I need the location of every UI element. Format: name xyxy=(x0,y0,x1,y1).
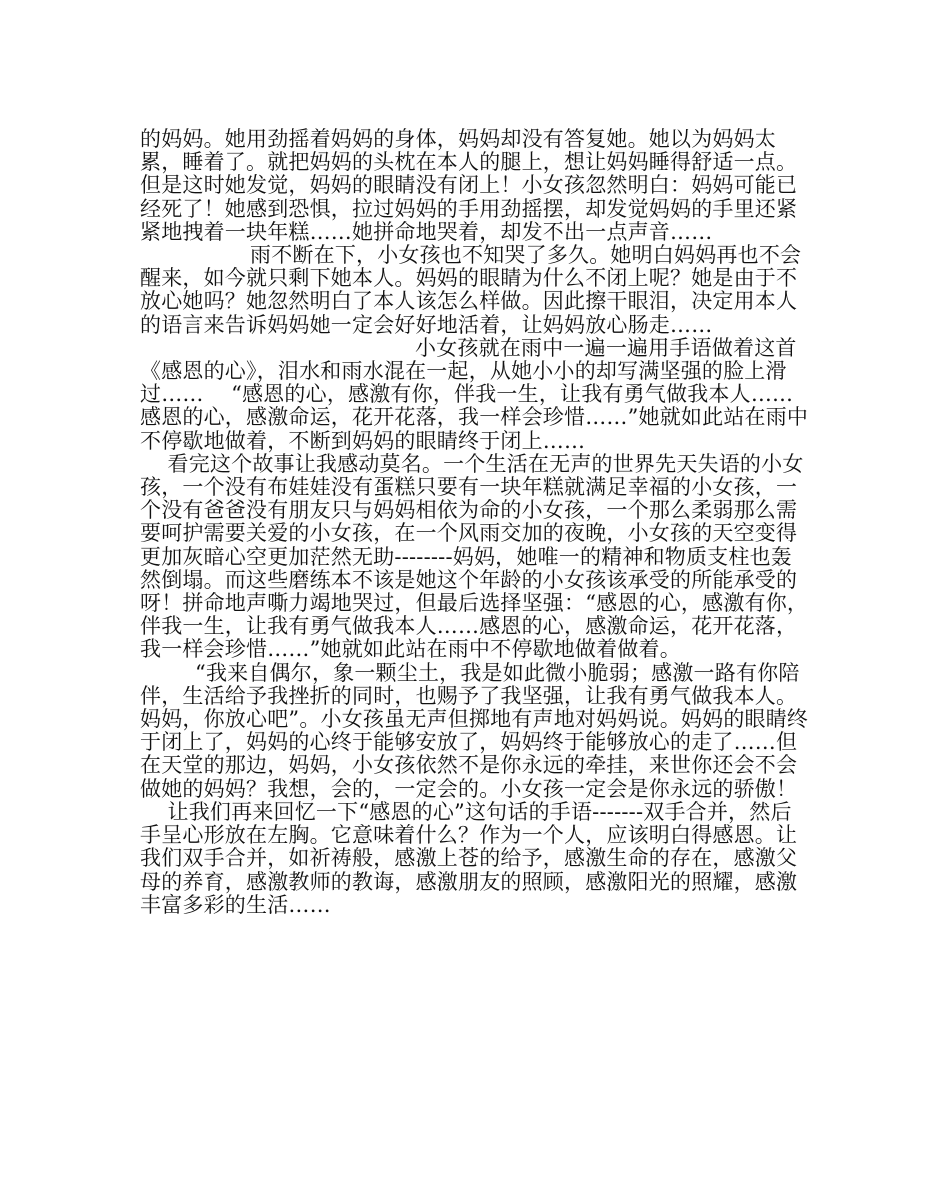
paragraph-5: “我来自偶尔，象一颗尘土，我是如此微小脆弱；感激一路有你陪伴，生活给予我挫折的同时，也赐予了我坚强，让我有勇气做我本人。妈妈，你放心吧”。小女孩虽无声但掷地有声地对妈妈说。妈妈的眼睛终于闭上了，妈妈的心终于能够安放了，妈妈终于能够放心的走了……但在天堂的那边，妈妈，小女孩依然不是你永远的牵挂，来世你还会不会做她的妈妈？我想，会的，一定会的。小女孩一定会是你永远的骄傲！ xyxy=(140,660,809,801)
paragraph-4: 看完这个故事让我感动莫名。一个生活在无声的世界先天失语的小女孩，一个没有布娃娃没有蛋糕只要有一块年糕就满足幸福的小女孩，一个没有爸爸没有朋友只与妈妈相依为命的小女孩，一个那么柔弱那么需要呵护需要关爱的小女孩，在一个风雨交加的夜晚，小女孩的天空变得更加灰暗心空更加茫然无助--------妈妈，她唯一的精神和物质支柱也轰然倒塌。而这些磨练本不该是她这个年龄的小女孩该承受的所能承受的呀！拼命地声嘶力竭地哭过，但最后选择坚强：“感恩的心，感激有你，伴我一生，让我有勇气做我本人……感恩的心，感激命运，花开花落，我一样会珍惜……”她就如此站在雨中不停歇地做着做着。 xyxy=(140,451,809,662)
document-body xyxy=(140,128,812,917)
paragraph-3: 小女孩就在雨中一遍一遍用手语做着这首《感恩的心》，泪水和雨水混在一起，从她小小的却写满坚强的脸上滑过…… “感恩的心，感激有你，伴我一生，让我有勇气做我本人……感恩的心，感激命运，花开花落，我一样会珍惜……”她就如此站在雨中不停歇地做着，不断到妈妈的眼睛终于闭上…… xyxy=(140,335,809,453)
paragraph-6: 让我们再来回忆一下“感恩的心”这句话的手语-------双手合并，然后手呈心形放在左胸。它意味着什么？作为一个人，应该明白得感恩。让我们双手合并，如祈祷般，感激上苍的给予，感激生命的存在，感激父母的养育，感激教师的教诲，感激朋友的照顾，感激阳光的照耀，感激丰富多彩的生活…… xyxy=(140,799,798,917)
paragraph-1: 的妈妈。她用劲摇着妈妈的身体，妈妈却没有答复她。她以为妈妈太累，睡着了。就把妈妈的头枕在本人的腿上，想让妈妈睡得舒适一点。但是这时她发觉，妈妈的眼睛没有闭上！小女孩忽然明白：妈妈可能已经死了！她感到恐惧，拉过妈妈的手用劲摇摆，却发觉妈妈的手里还紧紧地拽着一块年糕……她拼命地哭着，却发不出一点声音…… xyxy=(140,127,798,244)
paragraph-2: 雨不断在下，小女孩也不知哭了多久。她明白妈妈再也不会醒来，如今就只剩下她本人。妈妈的眼睛为什么不闭上呢？她是由于不放心她吗？她忽然明白了本人该怎么样做。因此擦干眼泪，决定用本人的语言来告诉妈妈她一定会好好地活着，让妈妈放心肠走…… xyxy=(140,243,802,337)
